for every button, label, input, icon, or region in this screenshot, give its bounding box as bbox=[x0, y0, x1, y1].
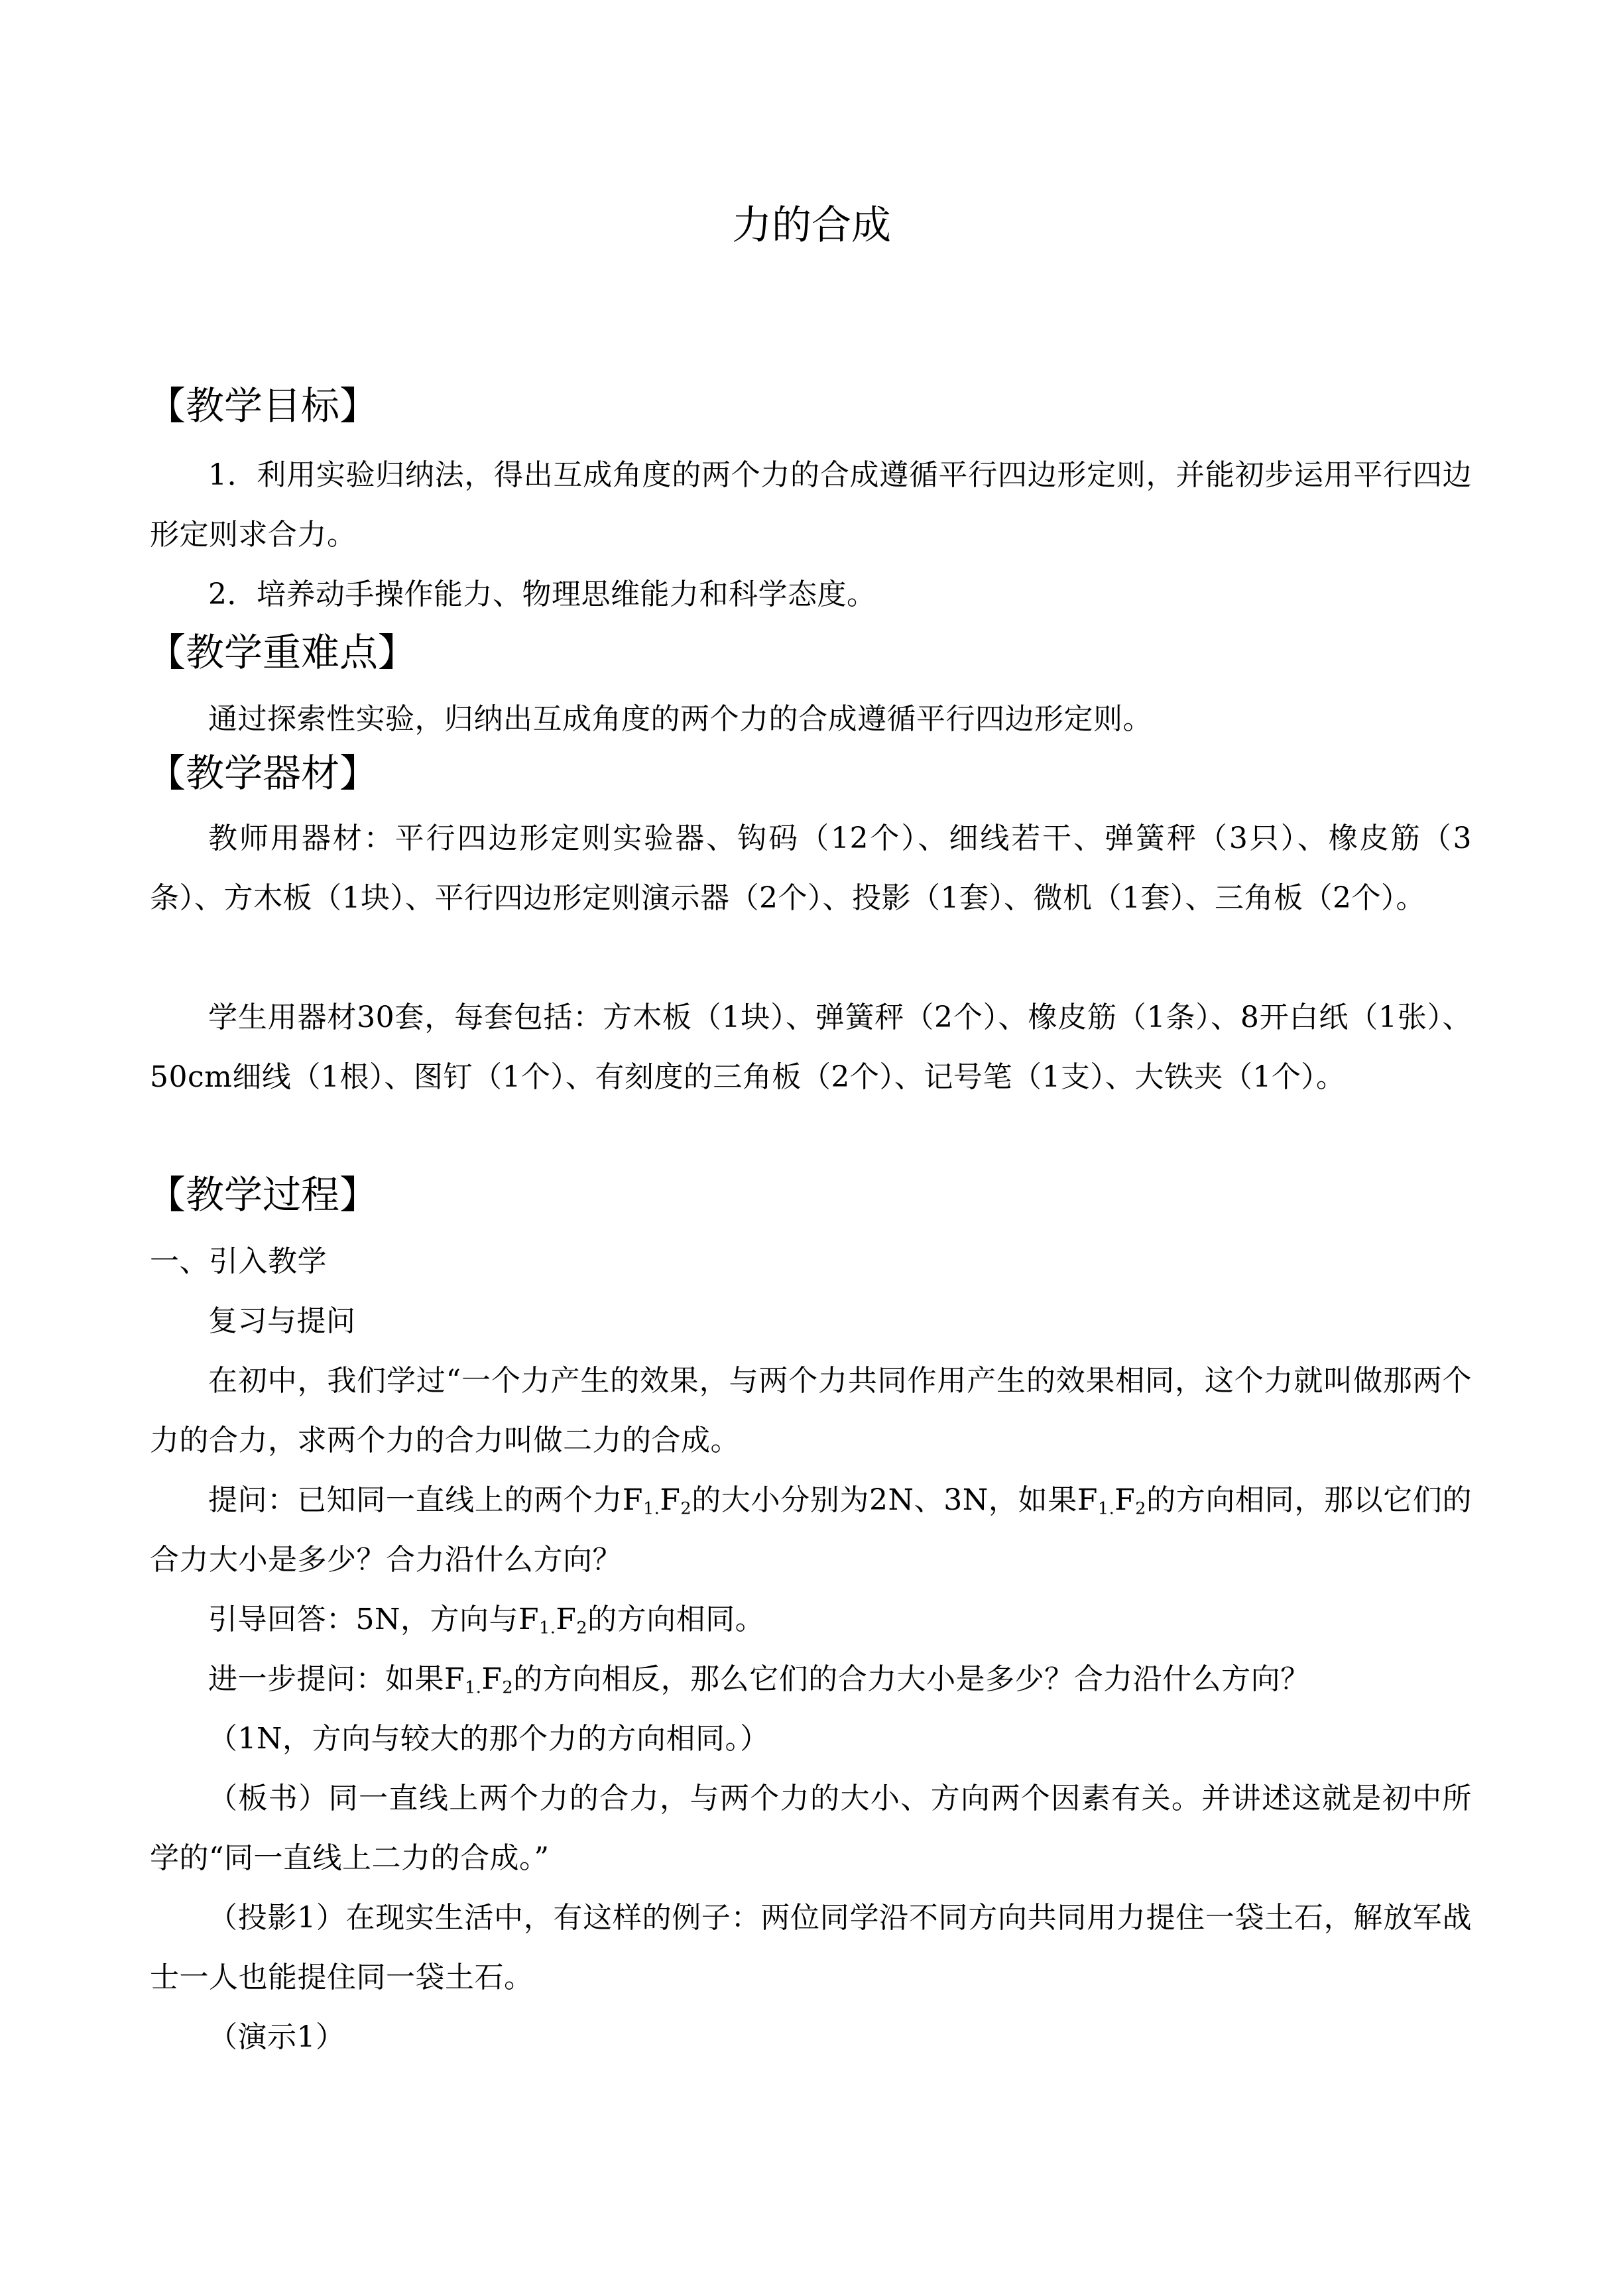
question-1-part-b: F bbox=[660, 1483, 681, 1517]
page-title: 力的合成 bbox=[732, 202, 891, 249]
demo-label: （演示1） bbox=[208, 2020, 345, 2054]
question-1-part-e: 的方向相同，那以它们的合力大小是多少？合力沿什么方向？ bbox=[150, 1483, 1473, 1577]
student-materials: 学生用器材30套，每套包括：方木板（1块）、弹簧秤（2个）、橡皮筋（1条）、8开白纸（1张）、50cm细线（1根）、图钉（1个）、有刻度的三角板（2个）、记号笔（1支）、大铁夹（1个）。 bbox=[150, 1000, 1472, 1094]
review-label: 复习与提问 bbox=[208, 1304, 356, 1338]
projection-note: （投影1）在现实生活中，有这样的例子：两位同学沿不同方向共同用力提住一袋土石，解放军战士一人也能提住同一袋土石。 bbox=[150, 1901, 1472, 1994]
answer-1-part-b: F bbox=[556, 1602, 577, 1636]
question-2 bbox=[150, 1650, 1472, 1709]
question-1 bbox=[150, 1471, 1472, 1590]
materials-heading: 【教学器材】 bbox=[147, 751, 379, 796]
board-note: （板书）同一直线上两个力的合力，与两个力的大小、方向两个因素有关。并讲述这就是初中所学的“同一直线上二力的合成。” bbox=[150, 1782, 1472, 1875]
intro-paragraph: 在初中，我们学过“一个力产生的效果，与两个力共同作用产生的效果相同，这个力就叫做那两个力的合力，求两个力的合力叫做二力的合成。 bbox=[150, 1364, 1472, 1457]
goal-item-2: 2．培养动手操作能力、物理思维能力和科学态度。 bbox=[208, 577, 876, 611]
answer-2: （1N，方向与较大的那个力的方向相同。） bbox=[208, 1722, 770, 1756]
subscript-2: 2 bbox=[1135, 1498, 1146, 1519]
key-points-heading: 【教学重难点】 bbox=[147, 630, 417, 675]
question-1-part-d: F bbox=[1114, 1483, 1136, 1517]
subscript-1: 1. bbox=[539, 1618, 556, 1638]
section-one-heading: 一、引入教学 bbox=[150, 1244, 327, 1278]
answer-1-part-a: 引导回答：5N，方向与F bbox=[208, 1602, 540, 1636]
key-points-text: 通过探索性实验，归纳出互成角度的两个力的合成遵循平行四边形定则。 bbox=[208, 702, 1152, 736]
goals-heading: 【教学目标】 bbox=[147, 383, 379, 428]
question-2-part-b: F bbox=[481, 1662, 503, 1696]
subscript-1: 1. bbox=[642, 1498, 660, 1519]
subscript-1: 1. bbox=[465, 1677, 482, 1698]
answer-1 bbox=[150, 1590, 1472, 1650]
teacher-materials: 教师用器材：平行四边形定则实验器、钩码（12个）、细线若干、弹簧秤（3只）、橡皮筋（3条）、方木板（1块）、平行四边形定则演示器（2个）、投影（1套）、微机（1套）、三角板（2个）。 bbox=[150, 821, 1472, 915]
question-1-part-a: 提问：已知同一直线上的两个力F bbox=[208, 1483, 643, 1517]
question-1-part-c: 的大小分别为2N、3N，如果F bbox=[691, 1483, 1098, 1517]
subscript-2: 2 bbox=[502, 1677, 514, 1698]
answer-1-part-c: 的方向相同。 bbox=[587, 1602, 765, 1636]
question-2-part-c: 的方向相反，那么它们的合力大小是多少？合力沿什么方向？ bbox=[513, 1662, 1310, 1696]
subscript-2: 2 bbox=[680, 1498, 692, 1519]
question-2-part-a: 进一步提问：如果F bbox=[208, 1662, 465, 1696]
process-heading: 【教学过程】 bbox=[147, 1172, 379, 1217]
goal-item-1: 1．利用实验归纳法，得出互成角度的两个力的合成遵循平行四边形定则，并能初步运用平行四边形定则求合力。 bbox=[150, 458, 1472, 552]
subscript-2: 2 bbox=[576, 1618, 588, 1638]
subscript-1: 1. bbox=[1097, 1498, 1115, 1519]
